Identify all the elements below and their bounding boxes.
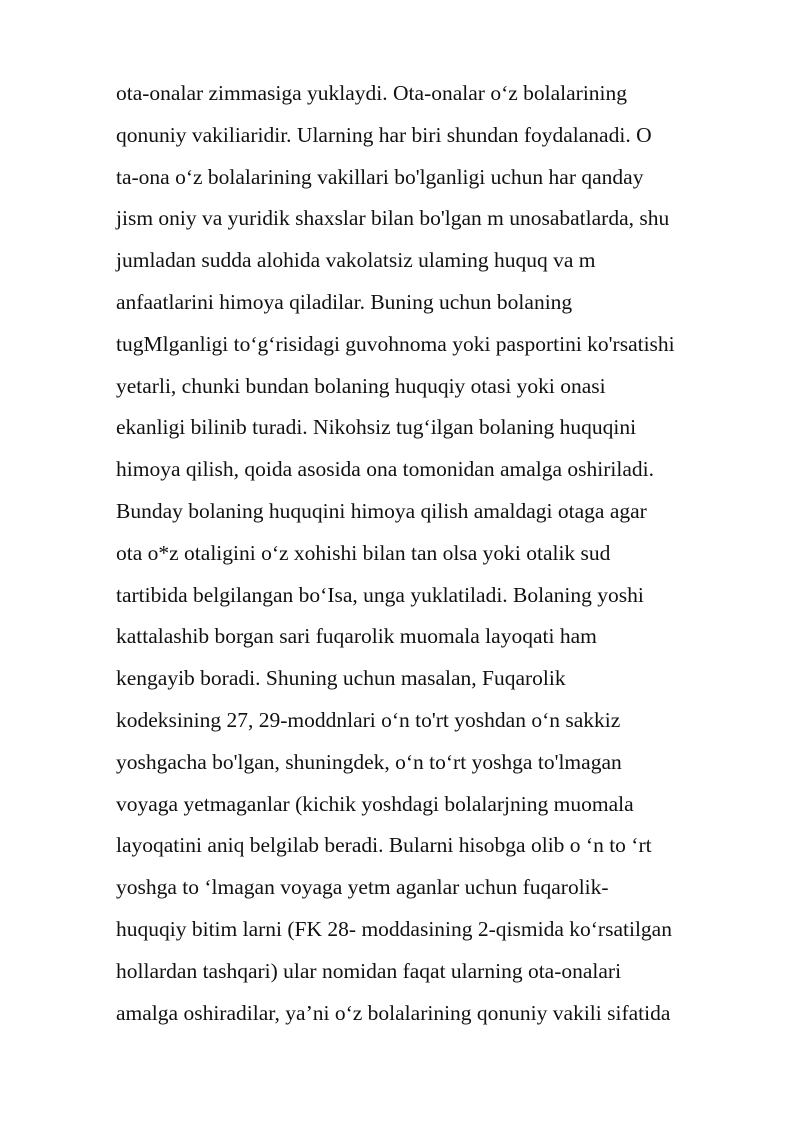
text-line: ota o*z otaligini o‘z xohishi bilan tan olsa yoki otalik sud: [116, 540, 611, 565]
text-line: anfaatlarini himoya qiladilar. Buning uchun bolaning: [116, 289, 573, 314]
text-line: ota-onalar zimmasiga yuklaydi. Ota-onalar o‘z bolalarining: [116, 81, 628, 105]
text-line: kodeksining 27, 29-moddnlari o‘n to'rt yoshdan o‘n sakkiz: [116, 707, 621, 732]
text-line: huquqiy bitim larni (FK 28- moddasining 2-qismida ko‘rsatilgan: [116, 916, 672, 941]
text-line: ta-ona o‘z bolalarining vakillari bo'lganligi uchun har qanday: [116, 164, 644, 189]
text-line: Bunday bolaning huquqini himoya qilish amaldagi otaga agar: [116, 498, 647, 523]
text-line: kengayib boradi. Shuning uchun masalan, Fuqarolik: [116, 666, 566, 691]
text-line: kattalashib borgan sari fuqarolik muomala layoqati ham: [116, 624, 597, 649]
text-line: jumladan sudda alohida vakolatsiz ulaming huquq va m: [116, 248, 596, 273]
text-line: qonuniy vakiliaridir. Ularning har biri shundan foydalanadi. O: [116, 122, 652, 147]
text-line: hollardan tashqari) ular nomidan faqat ularning ota-onalari: [116, 958, 622, 983]
body-text: [116, 73, 756, 1034]
text-line: tugMlganligi to‘g‘risidagi guvohnoma yoki pasportini ko'rsatishi: [116, 331, 675, 356]
text-line: layoqatini aniq belgilab beradi. Bularni hisobga olib o ‘n to ‘rt: [116, 833, 652, 858]
text-line: ekanligi bilinib turadi. Nikohsiz tug‘ilgan bolaning huquqini: [116, 415, 637, 440]
text-line: jism oniy va yuridik shaxslar bilan bo'lgan m unosabatlarda, shu: [116, 206, 670, 231]
text-line: yetarli, chunki bundan bolaning huquqiy otasi yoki onasi: [116, 373, 606, 398]
text-line: yoshgacha bo'lgan, shuningdek, o‘n to‘rt yoshga to'lmagan: [116, 749, 622, 774]
text-line: himoya qilish, qoida asosida ona tomonidan amalga oshiriladi.: [116, 457, 655, 482]
text-line: yoshga to ‘lmagan voyaga yetm aganlar uchun fuqarolik-: [116, 875, 609, 900]
text-line: tartibida belgilangan bo‘Isa, unga yuklatiladi. Bolaning yoshi: [116, 582, 644, 607]
text-line: voyaga yetmaganlar (kichik yoshdagi bolalarjning muomala: [116, 791, 634, 816]
text-line: amalga oshiradilar, ya’ni o‘z bolalarining qonuniy vakili sifatida: [116, 1000, 671, 1025]
